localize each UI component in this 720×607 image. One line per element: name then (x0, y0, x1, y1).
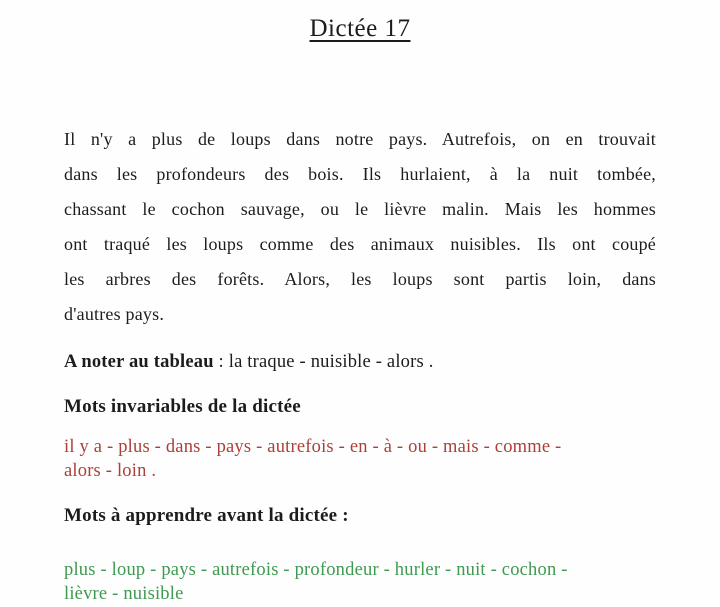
dictation-paragraph (64, 122, 656, 332)
board-note-label: A noter au tableau (64, 352, 214, 372)
dictation-line: les arbres des forêts. Alors, les loups sont partis loin, dans (64, 269, 656, 289)
board-note (64, 350, 656, 374)
board-note-content: : la traque - nuisible - alors . (213, 352, 434, 372)
dictation-line: ont traqué les loups comme des animaux nuisibles. Ils ont coupé (64, 234, 656, 254)
words-to-learn-line: lièvre - nuisible (64, 584, 184, 604)
invariable-words-list (64, 435, 656, 483)
dictation-line: dans les profondeurs des bois. Ils hurlaient, à la nuit tombée, (64, 164, 656, 184)
invariable-words-line: alors - loin . (64, 461, 157, 481)
dictation-line: d'autres pays. (64, 304, 165, 324)
dictation-line: chassant le cochon sauvage, ou le lièvre malin. Mais les hommes (64, 199, 656, 219)
dictation-line: Il n'y a plus de loups dans notre pays. Autrefois, on en trouvait (64, 129, 656, 149)
words-to-learn-heading: Mots à apprendre avant la dictée : (64, 505, 349, 526)
invariable-words-line: il y a - plus - dans - pays - autrefois - en - à - ou - mais - comme - (64, 437, 562, 457)
words-to-learn-line: plus - loup - pays - autrefois - profondeur - hurler - nuit - cochon - (64, 560, 568, 580)
words-to-learn-list (64, 558, 656, 606)
page-title: Dictée 17 (309, 15, 411, 42)
invariable-words-heading: Mots invariables de la dictée (64, 396, 301, 417)
